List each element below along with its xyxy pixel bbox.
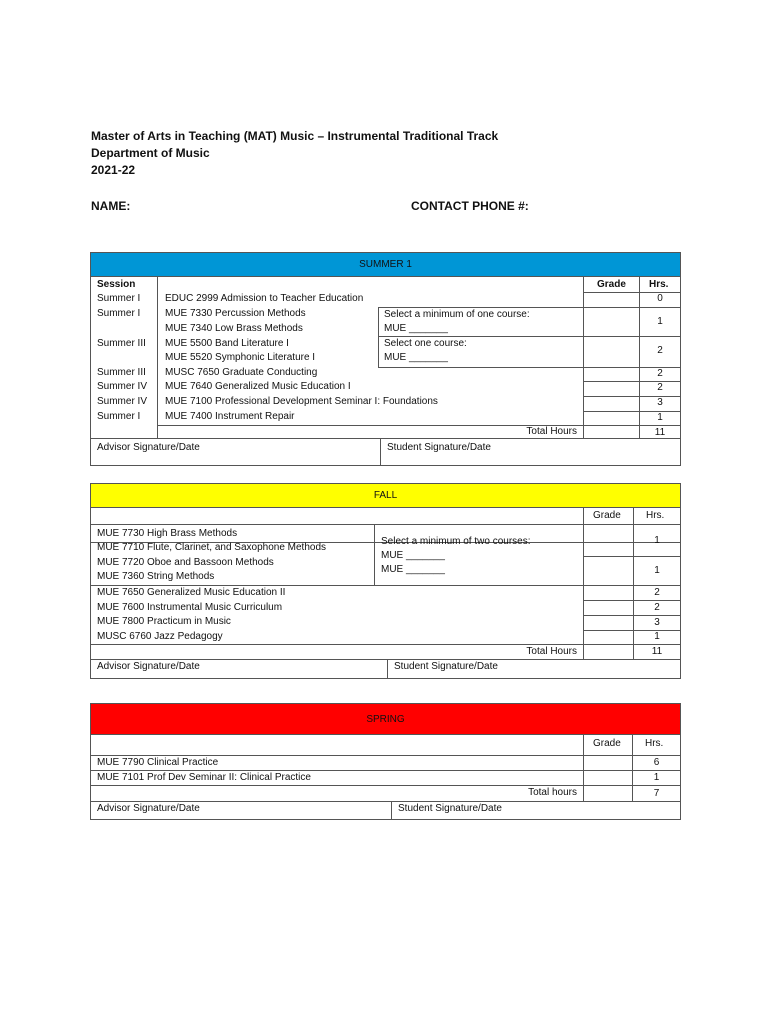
course-name: MUE 7790 Clinical Practice bbox=[97, 757, 219, 768]
divider bbox=[583, 735, 584, 801]
course-name: MUSC 7650 Graduate Conducting bbox=[165, 367, 318, 378]
divider bbox=[91, 438, 680, 439]
hours-cell: 3 bbox=[654, 617, 660, 628]
grade-header: Grade bbox=[597, 279, 626, 290]
divider bbox=[374, 524, 375, 585]
course-name: MUE 7710 Flute, Clarinet, and Saxophone Methods bbox=[97, 542, 327, 553]
divider bbox=[157, 277, 158, 438]
advisor-signature-label: Advisor Signature/Date bbox=[97, 442, 200, 453]
session-cell: Summer I bbox=[97, 411, 141, 422]
selection-blank: MUE _______ bbox=[384, 323, 448, 334]
total-hours-value: 7 bbox=[653, 788, 660, 799]
selection-blank: MUE _______ bbox=[384, 352, 448, 363]
student-signature-label: Student Signature/Date bbox=[387, 442, 491, 453]
course-name: MUE 7360 String Methods bbox=[97, 571, 215, 582]
course-name: MUE 7400 Instrument Repair bbox=[165, 411, 295, 422]
course-name: MUE 7101 Prof Dev Seminar II: Clinical Practice bbox=[97, 772, 311, 783]
course-name: MUE 7720 Oboe and Bassoon Methods bbox=[97, 557, 274, 568]
name-label: NAME: bbox=[91, 199, 131, 213]
session-header: Session bbox=[97, 279, 136, 290]
hours-cell: 2 bbox=[657, 368, 663, 379]
hours-cell: 6 bbox=[653, 757, 660, 768]
session-cell: Summer IV bbox=[97, 381, 148, 392]
session-cell: Summer I bbox=[97, 308, 141, 319]
divider bbox=[378, 367, 583, 368]
hours-cell: 2 bbox=[654, 602, 660, 613]
divider bbox=[583, 556, 680, 557]
course-name: MUE 7600 Instrumental Music Curriculum bbox=[97, 602, 283, 613]
summer-section bbox=[90, 252, 681, 466]
divider bbox=[380, 438, 381, 466]
divider bbox=[583, 508, 584, 659]
session-cell: Summer III bbox=[97, 338, 146, 349]
session-cell: Summer IV bbox=[97, 396, 148, 407]
hours-cell: 2 bbox=[657, 345, 663, 356]
hrs-header: Hrs. bbox=[646, 510, 665, 521]
selection-note: Select a minimum of two courses: bbox=[381, 536, 531, 547]
hrs-header: Hrs. bbox=[645, 738, 664, 749]
department-name: Department of Music bbox=[91, 146, 210, 160]
hours-cell: 1 bbox=[657, 316, 663, 327]
hours-cell: 1 bbox=[654, 535, 660, 546]
course-name: MUE 7800 Practicum in Music bbox=[97, 616, 231, 627]
academic-year: 2021-22 bbox=[91, 163, 136, 177]
spring-banner: SPRING bbox=[91, 704, 680, 735]
total-hours-label: Total hours bbox=[528, 787, 577, 798]
course-name: MUE 7100 Professional Development Seminar I: Foundations bbox=[165, 396, 438, 407]
divider bbox=[583, 277, 584, 438]
total-hours-value: 11 bbox=[651, 646, 663, 657]
hours-cell: 2 bbox=[657, 382, 663, 393]
course-name: MUE 7330 Percussion Methods bbox=[165, 308, 306, 319]
course-name: MUSC 6760 Jazz Pedagogy bbox=[97, 631, 223, 642]
hrs-header: Hrs. bbox=[649, 279, 669, 290]
divider bbox=[91, 524, 680, 525]
session-cell: Summer I bbox=[97, 293, 141, 304]
hours-cell: 0 bbox=[657, 293, 663, 304]
course-name: MUE 7340 Low Brass Methods bbox=[165, 323, 303, 334]
selection-blank: MUE _______ bbox=[381, 550, 445, 561]
divider bbox=[391, 801, 392, 819]
document-title: Master of Arts in Teaching (MAT) Music – Instrumental Traditional Track bbox=[91, 129, 499, 143]
course-name: MUE 7650 Generalized Music Education II bbox=[97, 587, 286, 598]
hours-cell: 1 bbox=[654, 631, 660, 642]
advisor-signature-label: Advisor Signature/Date bbox=[97, 661, 200, 672]
fall-banner: FALL bbox=[91, 484, 680, 508]
course-name: MUE 5520 Symphonic Literature I bbox=[165, 352, 316, 363]
course-name: MUE 7730 High Brass Methods bbox=[97, 528, 238, 539]
total-hours-label: Total Hours bbox=[526, 646, 577, 657]
hours-cell: 2 bbox=[654, 587, 660, 598]
fall-section bbox=[90, 483, 681, 679]
advisor-signature-label: Advisor Signature/Date bbox=[97, 803, 200, 814]
hours-cell: 3 bbox=[657, 397, 663, 408]
course-name: MUE 5500 Band Literature I bbox=[165, 338, 289, 349]
hours-cell: 1 bbox=[657, 412, 663, 423]
selection-note: Select a minimum of one course: bbox=[384, 309, 530, 320]
total-hours-value: 11 bbox=[654, 427, 666, 438]
summer-banner: SUMMER 1 bbox=[91, 253, 680, 277]
grade-header: Grade bbox=[593, 738, 621, 749]
student-signature-label: Student Signature/Date bbox=[394, 661, 498, 672]
contact-phone-label: CONTACT PHONE #: bbox=[411, 199, 529, 213]
grade-header: Grade bbox=[593, 510, 621, 521]
course-name: MUE 7640 Generalized Music Education I bbox=[165, 381, 351, 392]
total-hours-label: Total Hours bbox=[526, 426, 577, 437]
selection-note: Select one course: bbox=[384, 338, 467, 349]
divider bbox=[387, 659, 388, 679]
divider bbox=[583, 336, 680, 337]
selection-blank: MUE _______ bbox=[381, 564, 445, 575]
student-signature-label: Student Signature/Date bbox=[398, 803, 502, 814]
hours-cell: 1 bbox=[654, 565, 660, 576]
divider bbox=[378, 307, 379, 367]
spring-section bbox=[90, 703, 681, 820]
hours-cell: 1 bbox=[653, 772, 660, 783]
session-cell: Summer III bbox=[97, 367, 146, 378]
divider bbox=[583, 307, 680, 308]
course-name: EDUC 2999 Admission to Teacher Education bbox=[165, 293, 364, 304]
